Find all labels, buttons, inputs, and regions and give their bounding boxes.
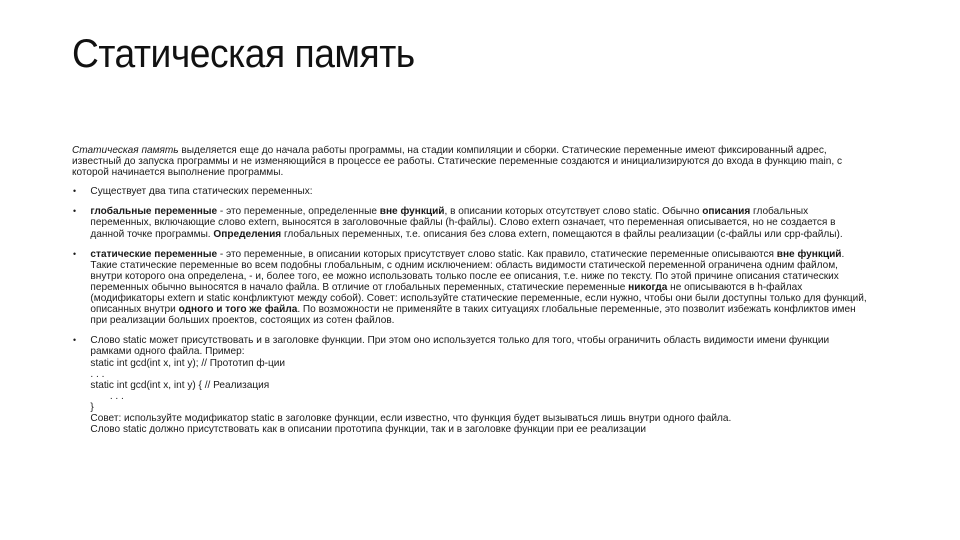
code-line: } (90, 401, 94, 413)
bullet-icon: • (72, 248, 77, 259)
bullet-list (72, 186, 867, 435)
bullet-item (72, 186, 867, 197)
slide-content (72, 145, 867, 444)
intro-term: Статическая память (72, 145, 179, 156)
bullet-text: Существует два типа статических переменных: (90, 186, 313, 198)
bold-text: вне функций (776, 248, 842, 260)
text-run: . По возможности не применяйте в таких ситуациях глобальные переменные, это позволит избежать конфликтов имен при реализации больших проектов, состоящих из сотен файлов. (90, 304, 856, 327)
code-line: . . . (109, 390, 124, 402)
code-line: . . . (90, 368, 105, 380)
text-run: , в описании которых отсутствует слово static. Обычно (444, 206, 703, 218)
code-line: static int gcd(int x, int y) { // Реализация (90, 379, 270, 391)
text-run: - это переменные, в описании которых присутствует слово static. Как правило, статические переменные описываются (217, 248, 777, 260)
slide-title: Статическая память (72, 32, 415, 76)
bold-text: никогда (628, 281, 668, 293)
bullet-item-static-functions (72, 335, 867, 435)
bold-term: глобальные переменные (90, 206, 218, 218)
intro-paragraph (72, 145, 867, 178)
bold-term: статические переменные (90, 248, 218, 260)
bold-text: вне функций (379, 206, 445, 218)
text-run: глобальных переменных, т.е. описания без слова extern, помещаются в файлы реализации (c-файлы или cpp-файлы). (281, 228, 843, 240)
advice-text: Совет: используйте модификатор static в заголовке функции, если известно, что функция будет вызываться лишь внутри одного файла. (90, 412, 732, 424)
bullet-icon: • (72, 186, 77, 197)
text-run: - это переменные, определенные (217, 206, 380, 218)
bullet-text: Слово static может присутствовать и в заголовке функции. При этом оно используется только для того, чтобы ограничить область видимости имени функции рамками одного файла. Пример: (90, 335, 830, 358)
bold-text: описания (702, 206, 751, 218)
bullet-item-static-vars (72, 249, 867, 327)
text-run: не описываются в h-файлах (модификаторы extern и static конфликтуют между собой). Совет: используйте статические переменные, если нужно, чтобы они были доступны только для функций, описанных внутри (90, 281, 867, 316)
advice-text: Слово static должно присутствовать как в описании прототипа функции, так и в заголовке функции при ее реализации (90, 424, 647, 436)
code-example (90, 358, 867, 413)
bold-text: Определения (213, 228, 282, 240)
bullet-icon: • (72, 335, 77, 346)
text-run: глобальных переменных, включающие слово extern, выносятся в заголовочные файлы (h-файлы). Слово extern означает, что переменная описывается, но не создается в данной точке программы. (90, 206, 836, 240)
bullet-item-global-vars (72, 206, 867, 239)
bullet-icon: • (72, 206, 77, 217)
bold-text: одного и того же файла (178, 304, 298, 316)
code-line: static int gcd(int x, int y); // Прототип ф-ции (90, 357, 286, 369)
text-run: . Такие статические переменные во всем подобны глобальным, с одним исключением: область видимости статической переменной ограничена одним файлом, внутри которого она определена, - и, более того, ее можно использовать только после ее описания, т.е. ниже по тексту. По этой причине описания статических переменных обычно выносятся в начало файла. В отличие от глобальных переменных, статические переменные (90, 248, 845, 293)
intro-text: выделяется еще до начала работы программы, на стадии компиляции и сборки. Статические переменные имеют фиксированный адрес, известный до запуска программы и не изменяющийся в процессе ее работы. Статические переменные создаются и инициализируются до входа в функцию main, с которой начинается выполнение программы. (72, 145, 843, 179)
